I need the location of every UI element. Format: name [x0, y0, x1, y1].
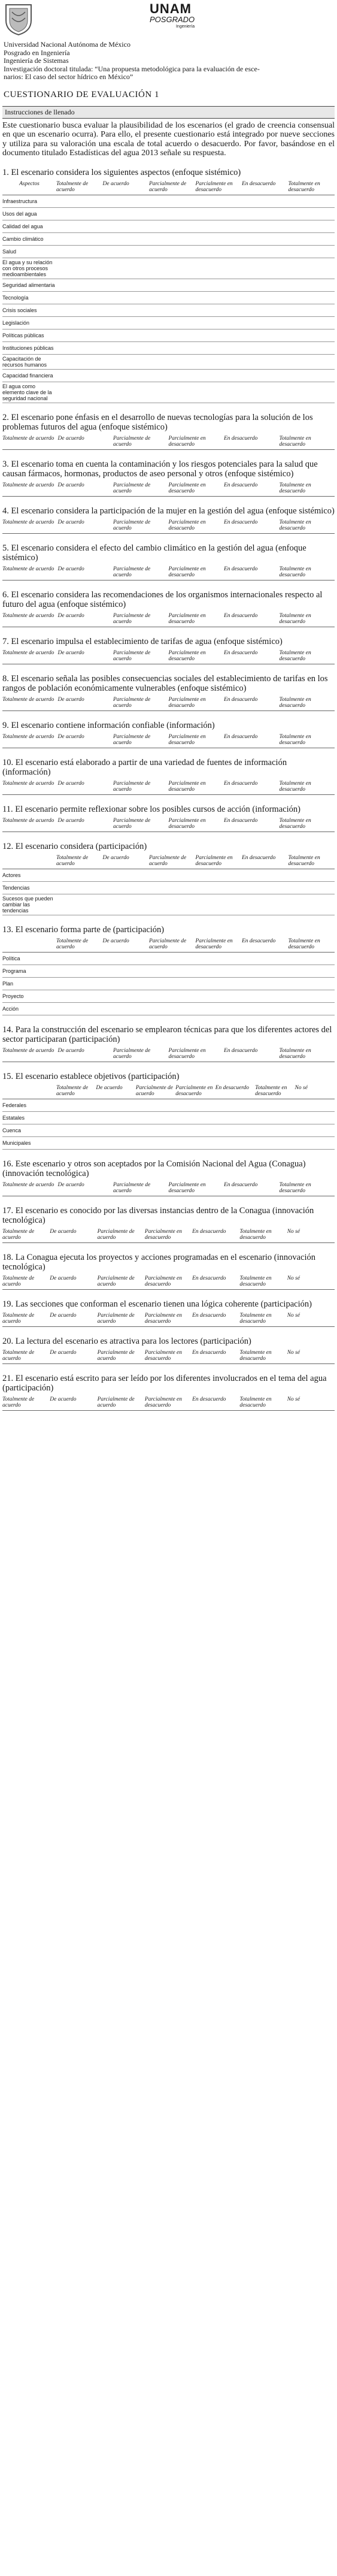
- scale-option[interactable]: Totalmente de acuerdo: [2, 1181, 54, 1188]
- grid-row: [2, 869, 335, 882]
- question-text: 16. Este escenario y otros son aceptados por la Comisión Nacional del Agua (Conagua) (innovación tecnológica): [2, 1159, 306, 1178]
- question-text: 17. El escenario es conocido por las diversas instancias dentro de la Conagua (innovación tecnológica): [2, 1205, 314, 1225]
- scale-option[interactable]: De acuerdo: [57, 733, 84, 740]
- institution-line: narios: El caso del sector hídrico en México”: [4, 72, 133, 81]
- scale-option[interactable]: Parcialmente de acuerdo: [97, 1312, 135, 1325]
- scale-option[interactable]: De acuerdo: [50, 1312, 77, 1319]
- scale-option[interactable]: Parcialmente de acuerdo: [113, 733, 151, 746]
- scale-option[interactable]: Parcialmente en desacuerdo: [168, 482, 206, 494]
- institution-line: Universidad Nacional Autónoma de México: [4, 40, 130, 49]
- grid-row-label: Usos del agua: [2, 210, 37, 217]
- scale-option[interactable]: Totalmente en desacuerdo: [279, 1181, 311, 1194]
- grid-row: [2, 1099, 335, 1112]
- scale-option: Parcialmente de acuerdo: [135, 1084, 174, 1097]
- question-text: 9. El escenario contiene información confiable (información): [2, 720, 215, 730]
- scale-option[interactable]: En desacuerdo: [224, 1181, 258, 1188]
- scale-option[interactable]: Parcialmente en desacuerdo: [144, 1349, 183, 1362]
- grid-row: [2, 279, 335, 292]
- scale-option: De acuerdo: [102, 180, 129, 187]
- answer-scale: [2, 566, 335, 580]
- document-header: [0, 0, 337, 37]
- scale-option[interactable]: Totalmente de acuerdo: [2, 566, 54, 572]
- institution-info: [4, 41, 337, 81]
- question-text: 13. El escenario forma parte de (participación): [2, 924, 165, 935]
- question: [2, 795, 335, 832]
- grid-header: [2, 938, 335, 953]
- institution-line: Investigación doctoral titulada: “Una propuesta metodológica para la evaluación de esce-: [4, 64, 260, 73]
- scale-option[interactable]: Totalmente en desacuerdo: [239, 1312, 272, 1325]
- question: [2, 403, 335, 450]
- scale-option: Parcialmente de acuerdo: [149, 180, 187, 193]
- grid-row-label: Sucesos que pueden cambiar las tendencias: [2, 895, 53, 914]
- question: [2, 450, 335, 497]
- question-text: 18. La Conagua ejecuta los proyectos y acciones programadas en el escenario (innovación tecnológica): [2, 1252, 316, 1272]
- scale-option[interactable]: Totalmente de acuerdo: [2, 612, 54, 619]
- grid-row-label: El agua y su relación con otros procesos medioambientales: [2, 259, 53, 277]
- scale-option[interactable]: Parcialmente en desacuerdo: [168, 1181, 206, 1194]
- scale-option[interactable]: Totalmente en desacuerdo: [279, 435, 311, 448]
- scale-option[interactable]: Totalmente de acuerdo: [2, 1349, 35, 1362]
- question-text: 3. El escenario toma en cuenta la contaminación y los riesgos potenciales para la salud que causan fármacos, hormonas, productos de aseo personal y otros (enfoque sistémico): [2, 459, 318, 479]
- question-text: 8. El escenario señala las posibles consecuencias sociales del establecimiento de tarifas en los rangos de población económicamente vulnerables (enfoque sistémico): [2, 673, 328, 693]
- question: [2, 627, 335, 664]
- grid-column-label: [2, 1085, 56, 1097]
- scale-option[interactable]: No sé: [287, 1349, 300, 1356]
- question-text: 21. El escenario está escrito para ser leído por los diferentes involucrados en el tema del agua (participación): [2, 1373, 327, 1393]
- scale-option[interactable]: Totalmente en desacuerdo: [239, 1228, 272, 1241]
- scale-option[interactable]: Parcialmente de acuerdo: [113, 519, 151, 531]
- answer-scale: [2, 1182, 335, 1196]
- scale-option[interactable]: En desacuerdo: [224, 649, 258, 656]
- grid-row: [2, 292, 335, 304]
- answer-scale: [2, 1350, 335, 1364]
- scale-option[interactable]: En desacuerdo: [224, 566, 258, 572]
- scale-option[interactable]: Totalmente de acuerdo: [2, 780, 54, 787]
- scale-option[interactable]: Parcialmente de acuerdo: [97, 1349, 135, 1362]
- grid-row: [2, 208, 335, 220]
- scale-option[interactable]: De acuerdo: [57, 435, 84, 442]
- scale-option[interactable]: Parcialmente de acuerdo: [113, 649, 151, 662]
- scale-option[interactable]: Parcialmente en desacuerdo: [168, 435, 206, 448]
- scale-option[interactable]: Totalmente en desacuerdo: [279, 649, 311, 662]
- grid-row: [2, 370, 335, 382]
- scale-option[interactable]: En desacuerdo: [224, 733, 258, 740]
- question-text: 1. El escenario considera los siguientes aspectos (enfoque sistémico): [2, 167, 241, 177]
- answer-scale: [2, 519, 335, 534]
- grid-header: [2, 855, 335, 869]
- scale-option[interactable]: Totalmente en desacuerdo: [279, 1047, 311, 1060]
- grid-row-label: Municipales: [2, 1139, 31, 1146]
- scale-option[interactable]: Parcialmente en desacuerdo: [168, 566, 206, 578]
- scale-option: Totalmente en desacuerdo: [255, 1084, 287, 1097]
- grid-row: [2, 342, 335, 355]
- scale-option[interactable]: Parcialmente en desacuerdo: [168, 649, 206, 662]
- grid-row: [2, 355, 335, 370]
- scale-option[interactable]: De acuerdo: [50, 1228, 77, 1235]
- scale-option: Totalmente en desacuerdo: [288, 854, 320, 867]
- answer-scale: [2, 1229, 335, 1243]
- institution-line: Posgrado en Ingeniería: [4, 48, 70, 57]
- question-text: 14. Para la construcción del escenario se emplearon técnicas para que los diferentes actores del sector participaran (participación): [2, 1024, 332, 1044]
- scale-option: Totalmente en desacuerdo: [288, 180, 320, 193]
- question: [2, 1290, 335, 1327]
- institution-line: Ingeniería de Sistemas: [4, 56, 69, 65]
- scale-option[interactable]: Totalmente en desacuerdo: [279, 612, 311, 625]
- scale-option: De acuerdo: [96, 1084, 123, 1091]
- university-crest-icon: [4, 2, 34, 36]
- scale-option[interactable]: Totalmente de acuerdo: [2, 733, 54, 740]
- scale-option: En desacuerdo: [242, 854, 276, 861]
- question: [2, 711, 335, 748]
- scale-option: No sé: [295, 1084, 308, 1091]
- scale-option[interactable]: En desacuerdo: [224, 519, 258, 525]
- grid-row-label: Capacidad financiera: [2, 372, 53, 379]
- question-text: 15. El escenario establece objetivos (participación): [2, 1071, 180, 1081]
- scale-option[interactable]: Parcialmente en desacuerdo: [144, 1312, 183, 1325]
- question: [2, 1150, 335, 1196]
- scale-option[interactable]: Totalmente de acuerdo: [2, 696, 54, 703]
- question-text: 10. El escenario está elaborado a partir de una variedad de fuentes de información (información): [2, 757, 287, 777]
- question: [2, 1364, 335, 1411]
- grid-row-label: Cuenca: [2, 1127, 22, 1133]
- scale-option[interactable]: Totalmente en desacuerdo: [279, 817, 311, 830]
- scale-option[interactable]: En desacuerdo: [224, 817, 258, 824]
- question-text: 6. El escenario considera las recomendaciones de los organismos internacionales respecto al futuro del agua (enfoque sistémico): [2, 589, 323, 609]
- scale-option[interactable]: Parcialmente en desacuerdo: [144, 1396, 183, 1408]
- answer-scale: [2, 1275, 335, 1290]
- scale-option[interactable]: En desacuerdo: [192, 1228, 226, 1235]
- answer-scale: [2, 436, 335, 450]
- scale-option[interactable]: En desacuerdo: [224, 1047, 258, 1054]
- answer-scale: [2, 1313, 335, 1327]
- scale-option[interactable]: No sé: [287, 1312, 300, 1319]
- scale-option[interactable]: De acuerdo: [57, 519, 84, 525]
- scale-option[interactable]: Totalmente de acuerdo: [2, 1275, 35, 1287]
- question: [2, 1196, 335, 1243]
- grid-row-label: Seguridad alimentaria: [2, 282, 55, 288]
- scale-option: De acuerdo: [102, 938, 129, 944]
- scale-option[interactable]: De acuerdo: [50, 1396, 77, 1402]
- grid-row-label: Salud: [2, 248, 17, 255]
- scale-option[interactable]: Parcialmente de acuerdo: [113, 696, 151, 709]
- grid-row-label: Tendencias: [2, 884, 30, 891]
- grid-row-label: El agua como elemento clave de la seguridad nacional: [2, 383, 52, 401]
- grid-row: [2, 304, 335, 317]
- scale-option[interactable]: Totalmente de acuerdo: [2, 519, 54, 525]
- scale-option[interactable]: Totalmente en desacuerdo: [279, 482, 311, 494]
- grid-row: [2, 258, 335, 279]
- scale-option: Parcialmente en desacuerdo: [175, 1084, 213, 1097]
- scale-option[interactable]: Parcialmente en desacuerdo: [168, 733, 206, 746]
- answer-scale: [2, 613, 335, 627]
- questions-container: [0, 158, 337, 1411]
- scale-option[interactable]: Totalmente en desacuerdo: [239, 1275, 272, 1287]
- scale-option[interactable]: De acuerdo: [57, 482, 84, 488]
- scale-option[interactable]: Parcialmente de acuerdo: [113, 435, 151, 448]
- grid-column-label: [2, 855, 56, 867]
- grid-row-label: Capacitación de recursos humanos: [2, 355, 47, 368]
- scale-option[interactable]: Parcialmente de acuerdo: [97, 1275, 135, 1287]
- question: [2, 580, 335, 627]
- grid-header: [2, 1085, 335, 1099]
- grid-row-label: Instituciones públicas: [2, 344, 54, 351]
- scale-option: En desacuerdo: [242, 180, 276, 187]
- question: [2, 1062, 335, 1150]
- scale-option[interactable]: Parcialmente en desacuerdo: [168, 519, 206, 531]
- grid-row: [2, 220, 335, 233]
- grid-row-label: Estatales: [2, 1114, 25, 1121]
- scale-option[interactable]: Totalmente de acuerdo: [2, 435, 54, 442]
- scale-option[interactable]: En desacuerdo: [224, 612, 258, 619]
- scale-option[interactable]: Totalmente en desacuerdo: [279, 566, 311, 578]
- answer-scale: [2, 781, 335, 795]
- grid-row: [2, 990, 335, 1003]
- scale-option[interactable]: Parcialmente de acuerdo: [97, 1228, 135, 1241]
- scale-option[interactable]: En desacuerdo: [224, 696, 258, 703]
- grid-row-label: Actores: [2, 872, 21, 878]
- scale-option[interactable]: En desacuerdo: [224, 780, 258, 787]
- grid-row: [2, 233, 335, 246]
- scale-option: Totalmente de acuerdo: [56, 1084, 89, 1097]
- answer-scale: [2, 482, 335, 497]
- scale-option[interactable]: Parcialmente en desacuerdo: [168, 612, 206, 625]
- grid-row: [2, 978, 335, 990]
- instructions-heading: Instrucciones de llenado: [2, 106, 335, 119]
- question: [2, 748, 335, 795]
- scale-option: Parcialmente en desacuerdo: [195, 854, 233, 867]
- scale-option: Parcialmente de acuerdo: [149, 854, 187, 867]
- grid-row-label: Cambio climático: [2, 235, 44, 242]
- scale-option[interactable]: De acuerdo: [57, 817, 84, 824]
- scale-option: Totalmente de acuerdo: [56, 180, 89, 193]
- scale-option[interactable]: Totalmente de acuerdo: [2, 1228, 35, 1241]
- grid-row-label: Plan: [2, 980, 14, 987]
- unam-posgrado-logo: UNAM POSGRADO Ingeniería: [150, 1, 195, 29]
- grid-row: [2, 317, 335, 329]
- grid-header: [2, 181, 335, 195]
- grid-row: [2, 1112, 335, 1124]
- grid-row-label: Política: [2, 955, 20, 962]
- scale-option[interactable]: De acuerdo: [57, 566, 84, 572]
- grid-row-label: Tecnología: [2, 294, 29, 301]
- grid-row-label: Infraestructura: [2, 198, 38, 204]
- scale-option[interactable]: De acuerdo: [57, 780, 84, 787]
- scale-option[interactable]: Parcialmente en desacuerdo: [168, 696, 206, 709]
- grid-row: [2, 894, 335, 915]
- scale-option: Parcialmente en desacuerdo: [195, 180, 233, 193]
- scale-option[interactable]: Totalmente de acuerdo: [2, 1312, 35, 1325]
- scale-option[interactable]: Totalmente en desacuerdo: [279, 780, 311, 793]
- grid-row: [2, 882, 335, 894]
- question-text: 4. El escenario considera la participación de la mujer en la gestión del agua (enfoque sistémico): [2, 506, 335, 516]
- question-text: 11. El escenario permite reflexionar sobre los posibles cursos de acción (información): [2, 804, 300, 814]
- question: [2, 664, 335, 711]
- question: [2, 1015, 335, 1062]
- grid-row-label: Calidad del agua: [2, 223, 43, 229]
- scale-option[interactable]: En desacuerdo: [192, 1396, 226, 1402]
- scale-option[interactable]: Totalmente de acuerdo: [2, 482, 54, 488]
- grid-row: [2, 1137, 335, 1150]
- scale-option[interactable]: De acuerdo: [57, 612, 84, 619]
- question-text: 2. El escenario pone énfasis en el desarrollo de nuevas tecnologías para la solución de los problemas futuros del agua (enfoque sistémico): [2, 412, 313, 432]
- scale-option[interactable]: En desacuerdo: [192, 1275, 226, 1281]
- scale-option[interactable]: Parcialmente de acuerdo: [113, 612, 151, 625]
- scale-option[interactable]: Parcialmente de acuerdo: [113, 566, 151, 578]
- scale-option: Totalmente de acuerdo: [56, 854, 89, 867]
- answer-scale: [2, 650, 335, 664]
- scale-option[interactable]: De acuerdo: [57, 649, 84, 656]
- scale-option[interactable]: Totalmente en desacuerdo: [239, 1349, 272, 1362]
- question-text: 19. Las secciones que conforman el escenario tienen una lógica coherente (participación): [2, 1299, 312, 1309]
- scale-option[interactable]: En desacuerdo: [192, 1349, 226, 1356]
- answer-scale: [2, 697, 335, 711]
- question: [2, 915, 335, 1015]
- scale-option[interactable]: No sé: [287, 1275, 300, 1281]
- grid-row: [2, 329, 335, 342]
- scale-option: De acuerdo: [102, 854, 129, 861]
- scale-option[interactable]: De acuerdo: [57, 1047, 84, 1054]
- scale-option[interactable]: Parcialmente en desacuerdo: [144, 1228, 183, 1241]
- scale-option[interactable]: En desacuerdo: [192, 1312, 226, 1319]
- scale-option[interactable]: Totalmente en desacuerdo: [239, 1396, 272, 1408]
- scale-option[interactable]: De acuerdo: [50, 1275, 77, 1281]
- scale-option: Totalmente de acuerdo: [56, 938, 89, 950]
- scale-option[interactable]: Parcialmente en desacuerdo: [168, 817, 206, 830]
- question-text: 7. El escenario impulsa el establecimiento de tarifas de agua (enfoque sistémico): [2, 636, 283, 646]
- scale-option: Parcialmente de acuerdo: [149, 938, 187, 950]
- scale-option[interactable]: Parcialmente en desacuerdo: [168, 1047, 206, 1060]
- question: [2, 1243, 335, 1290]
- answer-scale: [2, 734, 335, 748]
- grid-row: [2, 965, 335, 978]
- scale-option[interactable]: No sé: [287, 1396, 300, 1402]
- grid-row: [2, 246, 335, 258]
- grid-row-label: Crisis sociales: [2, 307, 37, 313]
- scale-option[interactable]: Totalmente de acuerdo: [2, 1396, 35, 1408]
- question-text: 20. La lectura del escenario es atractiva para los lectores (participación): [2, 1336, 251, 1346]
- scale-option[interactable]: Parcialmente en desacuerdo: [168, 780, 206, 793]
- scale-option[interactable]: Totalmente en desacuerdo: [279, 696, 311, 709]
- question: [2, 1327, 335, 1364]
- scale-option: En desacuerdo: [215, 1084, 250, 1091]
- scale-option[interactable]: En desacuerdo: [224, 435, 258, 442]
- question-text: 5. El escenario considera el efecto del cambio climático en la gestión del agua (enfoque sistémico): [2, 543, 306, 563]
- answer-scale: [2, 1396, 335, 1411]
- scale-option[interactable]: Parcialmente en desacuerdo: [144, 1275, 183, 1287]
- scale-option: Parcialmente en desacuerdo: [195, 938, 233, 950]
- grid-row-label: Programa: [2, 967, 26, 974]
- questionnaire-title: CUESTIONARIO DE EVALUACIÓN 1: [4, 89, 159, 99]
- scale-option[interactable]: Parcialmente de acuerdo: [113, 780, 151, 793]
- scale-option[interactable]: Parcialmente de acuerdo: [113, 1047, 151, 1060]
- scale-option[interactable]: Totalmente de acuerdo: [2, 649, 54, 656]
- scale-option[interactable]: Parcialmente de acuerdo: [97, 1396, 135, 1408]
- scale-option[interactable]: De acuerdo: [50, 1349, 77, 1356]
- answer-scale: [2, 818, 335, 832]
- scale-option[interactable]: Totalmente en desacuerdo: [279, 733, 311, 746]
- scale-option[interactable]: En desacuerdo: [224, 482, 258, 488]
- grid-row-label: Políticas públicas: [2, 332, 44, 338]
- scale-option[interactable]: Parcialmente de acuerdo: [113, 817, 151, 830]
- question: [2, 158, 335, 403]
- question: [2, 832, 335, 915]
- grid-column-label: [2, 938, 56, 950]
- question-text: 12. El escenario considera (participación): [2, 841, 147, 851]
- scale-option[interactable]: De acuerdo: [57, 696, 84, 703]
- grid-row: [2, 195, 335, 208]
- grid-row-label: Acción: [2, 1005, 19, 1012]
- scale-option[interactable]: Parcialmente de acuerdo: [113, 482, 151, 494]
- grid-row: [2, 1124, 335, 1137]
- scale-option[interactable]: Totalmente de acuerdo: [2, 817, 54, 824]
- grid-row: [2, 382, 335, 403]
- grid-column-label: Aspectos: [19, 180, 40, 187]
- grid-row: [2, 953, 335, 965]
- scale-option[interactable]: Totalmente de acuerdo: [2, 1047, 54, 1054]
- grid-row-label: Proyecto: [2, 993, 24, 999]
- scale-option[interactable]: De acuerdo: [57, 1181, 84, 1188]
- question: [2, 534, 335, 580]
- instructions-text: Este cuestionario busca evaluar la plausibilidad de los escenarios (el grado de creencia consensual en que un escenario ocurra). Para ello, el presente cuestionario está integrado por nueve secciones y utiliza para su valoración una escala de total acuerdo o desacuerdo. Por favor, basándose en el documento titulado Estadísticas del agua 2013 señale su respuesta.: [2, 120, 335, 158]
- scale-option: En desacuerdo: [242, 938, 276, 944]
- grid-row: [2, 1003, 335, 1015]
- scale-option[interactable]: Parcialmente de acuerdo: [113, 1181, 151, 1194]
- grid-row-label: Legislación: [2, 319, 30, 326]
- grid-row-label: Federales: [2, 1102, 27, 1108]
- answer-scale: [2, 1048, 335, 1062]
- scale-option: Totalmente en desacuerdo: [288, 938, 320, 950]
- question: [2, 497, 335, 534]
- scale-option[interactable]: Totalmente en desacuerdo: [279, 519, 311, 531]
- scale-option[interactable]: No sé: [287, 1228, 300, 1235]
